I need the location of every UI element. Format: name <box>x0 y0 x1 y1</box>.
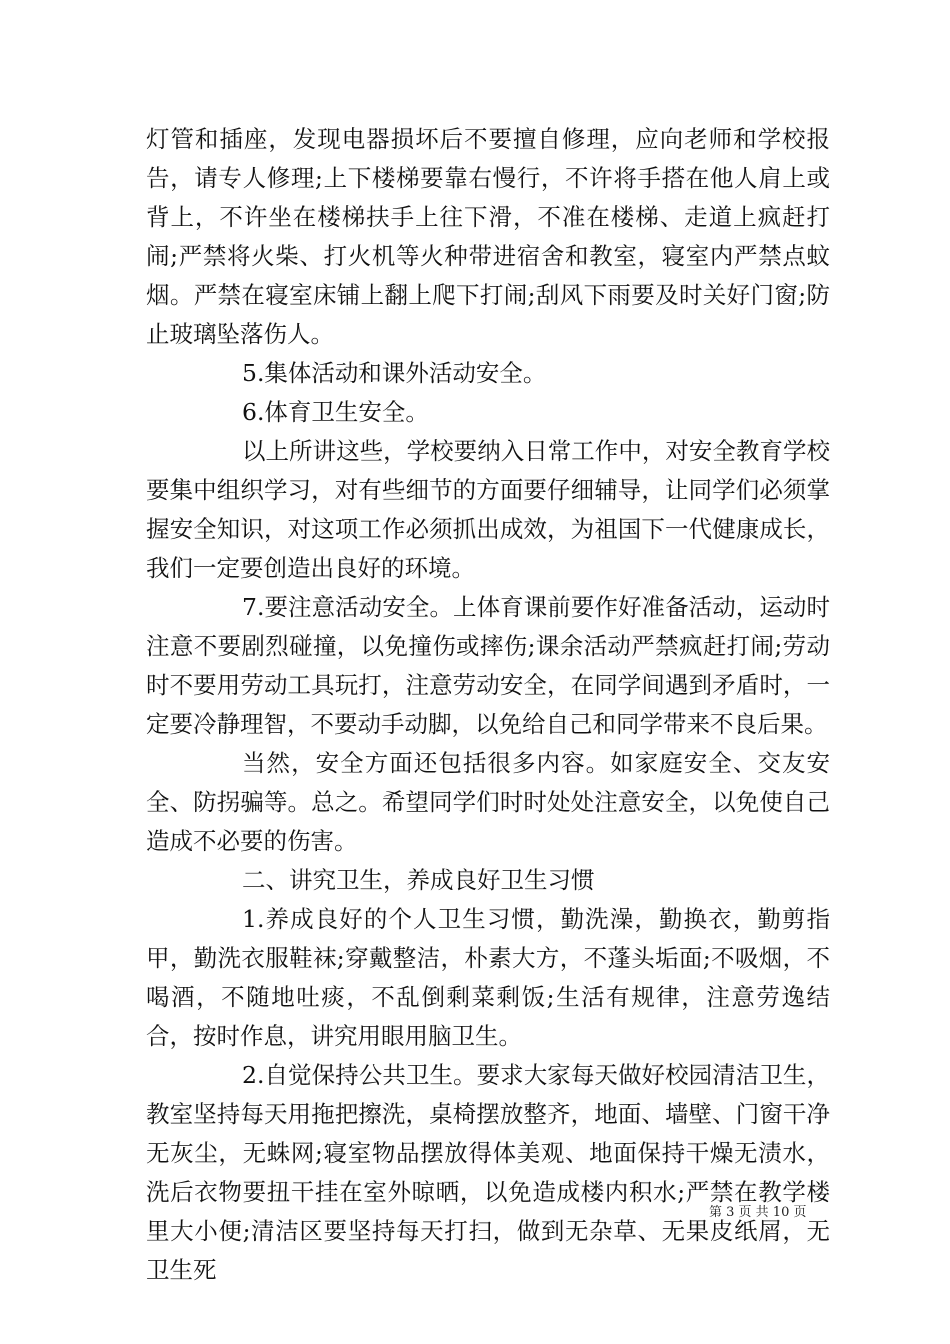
page-number-footer: 第 3 页 共 10 页 <box>709 1205 807 1220</box>
paragraph-other-safety-content: 当然，安全方面还包括很多内容。如家庭安全、交友安全、防拐骗等。总之。希望同学们时时处处注意安全，以免使自己造成不必要的伤害。 <box>146 749 830 855</box>
paragraph-item-2-public-hygiene: 2.自觉保持公共卫生。要求大家每天做好校园清洁卫生，教室坚持每天用拖把擦洗，桌椅摆放整齐，地面、墙壁、门窗干净无灰尘，无蛛网;寝室物品摆放得体美观、地面保持干燥无渍水，洗后衣物要扭干挂在室外晾晒，以免造成楼内积水;严禁在教学楼里大小便;清洁区要坚持每天打扫，做到无杂草、无果皮纸屑，无卫生死 <box>146 1061 830 1284</box>
paragraph-item-1-personal-hygiene: 1.养成良好的个人卫生习惯，勤洗澡，勤换衣，勤剪指甲，勤洗衣服鞋袜;穿戴整洁，朴素大方，不蓬头垢面;不吸烟，不喝酒，不随地吐痰，不乱倒剩菜剩饭;生活有规律，注意劳逸结合，按时作息，讲究用眼用脑卫生。 <box>146 905 830 1050</box>
paragraph-electrical-stairs-safety: 灯管和插座，发现电器损坏后不要擅自修理，应向老师和学校报告，请专人修理;上下楼梯要靠右慢行，不许将手搭在他人肩上或背上，不许坐在楼梯扶手上往下滑，不准在楼梯、走道上疯赶打闹;严禁将火柴、打火机等火种带进宿舍和教室，寝室内严禁点蚊烟。严禁在寝室床铺上翻上爬下打闹;刮风下雨要及时关好门窗;防止玻璃坠落伤人。 <box>146 125 830 348</box>
paragraph-item-5-group-activity: 5.集体活动和课外活动安全。 <box>242 359 547 387</box>
paragraph-school-daily-work: 以上所讲这些，学校要纳入日常工作中，对安全教育学校要集中组织学习，对有些细节的方面要仔细辅导，让同学们必须掌握安全知识，对这项工作必须抓出成效，为祖国下一代健康成长，我们一定要创造出良好的环境。 <box>146 437 830 582</box>
section-heading-hygiene: 二、讲究卫生，养成良好卫生习惯 <box>242 866 595 894</box>
paragraph-item-7-activity-safety: 7.要注意活动安全。上体育课前要作好准备活动，运动时注意不要剧烈碰撞，以免撞伤或摔伤;课余活动严禁疯赶打闹;劳动时不要用劳动工具玩打，注意劳动安全，在同学间遇到矛盾时，一定要冷静理智，不要动手动脚，以免给自己和同学带来不良后果。 <box>146 593 830 738</box>
document-body <box>146 120 830 1290</box>
paragraph-item-6-sports-hygiene: 6.体育卫生安全。 <box>242 398 429 426</box>
